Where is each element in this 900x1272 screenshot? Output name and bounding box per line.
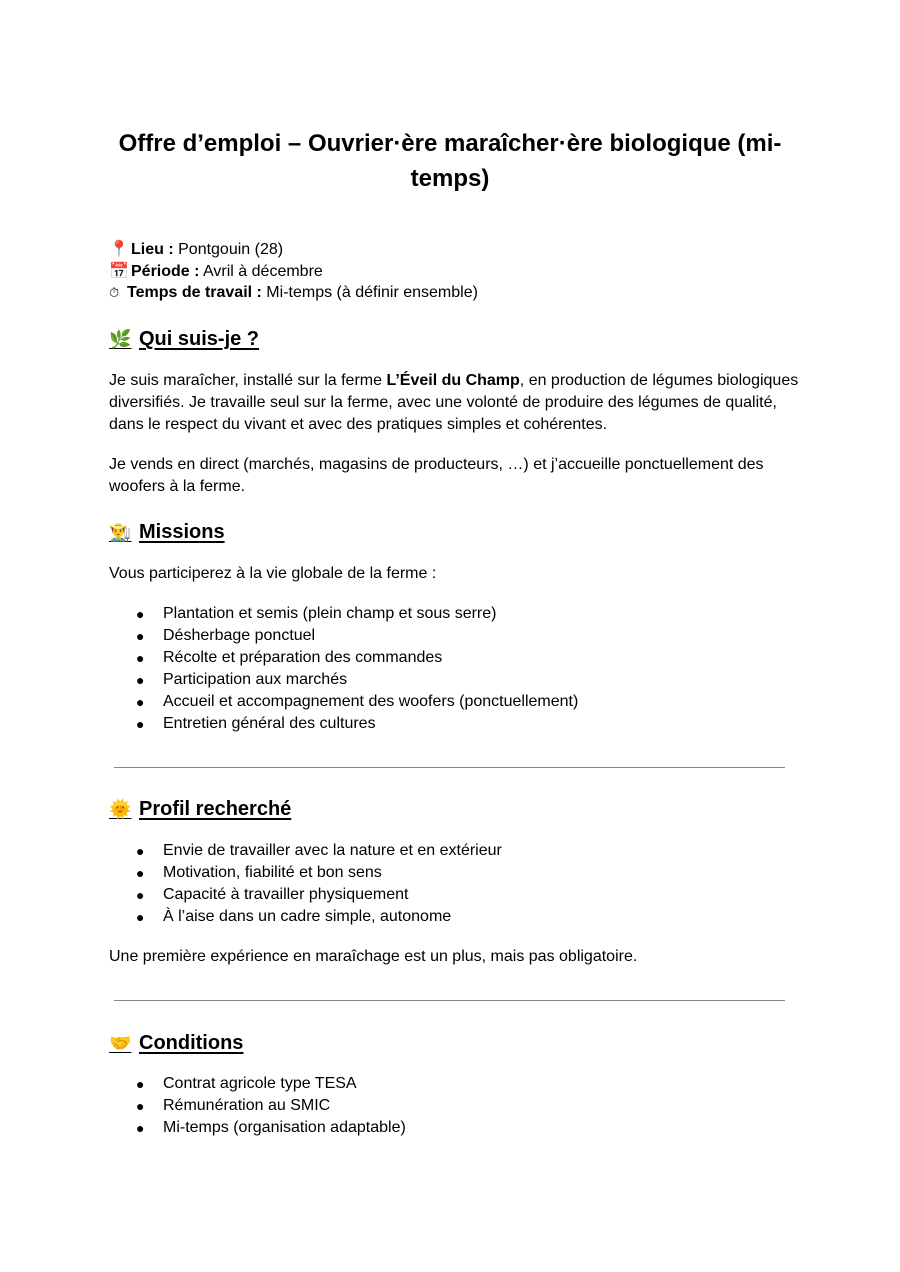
missions-list xyxy=(109,603,578,735)
list-item-text: Mi-temps (organisation adaptable) xyxy=(163,1119,406,1136)
list-item-text: Contrat agricole type TESA xyxy=(163,1075,357,1092)
divider xyxy=(114,1000,785,1001)
bullet: ● xyxy=(136,843,145,859)
stopwatch-icon: ⏱ xyxy=(109,286,120,301)
bullet: ● xyxy=(136,887,145,903)
list-item xyxy=(109,647,578,669)
heading-qui-text: Qui suis-je ? xyxy=(139,328,260,350)
list-item xyxy=(109,713,578,735)
heading-conditions-text: Conditions xyxy=(139,1032,244,1054)
meta-temps-label: Temps de travail : xyxy=(127,284,262,301)
list-item xyxy=(109,691,578,713)
list-item xyxy=(109,1117,406,1139)
bullet: ● xyxy=(136,650,145,666)
profil-note: Une première expérience en maraîchage est un plus, mais pas obligatoire. xyxy=(109,948,638,965)
missions-intro: Vous participerez à la vie globale de la ferme : xyxy=(109,565,437,582)
list-item-text: Récolte et préparation des commandes xyxy=(163,649,443,666)
farmer-icon: 👨‍🌾 xyxy=(109,522,132,543)
leaf-icon: 🌿 xyxy=(109,329,132,350)
heading-missions xyxy=(109,519,225,546)
pin-icon: 📍 xyxy=(109,239,129,258)
meta-lieu-label: Lieu : xyxy=(131,241,174,258)
list-item xyxy=(109,862,502,884)
bullet: ● xyxy=(136,672,145,688)
list-item xyxy=(109,884,502,906)
paragraph-vente: Je vends en direct (marchés, magasins de producteurs, …) et j’accueille ponctuellement des woofers à la ferme. xyxy=(109,456,764,495)
farm-name: L’Éveil du Champ xyxy=(386,372,520,389)
list-item-text: Participation aux marchés xyxy=(163,671,348,688)
meta-lieu-value: Pontgouin (28) xyxy=(173,241,284,258)
heading-profil xyxy=(109,796,291,823)
sun-icon: 🌞 xyxy=(109,799,132,820)
list-item-text: À l’aise dans un cadre simple, autonome xyxy=(163,908,452,925)
handshake-icon: 🤝 xyxy=(109,1033,132,1054)
list-item xyxy=(109,669,578,691)
heading-qui-suis-je xyxy=(109,326,259,353)
bullet: ● xyxy=(136,1120,145,1136)
list-item xyxy=(109,906,502,928)
meta-periode xyxy=(109,260,478,282)
bullet: ● xyxy=(136,628,145,644)
list-item-text: Envie de travailler avec la nature et en extérieur xyxy=(163,842,502,859)
heading-profil-text: Profil recherché xyxy=(139,798,292,820)
list-item-text: Motivation, fiabilité et bon sens xyxy=(163,864,382,881)
list-item-text: Désherbage ponctuel xyxy=(163,627,316,644)
heading-conditions xyxy=(109,1030,243,1057)
list-item-text: Accueil et accompagnement des woofers (ponctuellement) xyxy=(163,693,579,710)
list-item xyxy=(109,625,578,647)
intro-text-a: Je suis maraîcher, installé sur la ferme xyxy=(109,372,387,389)
list-item-text: Capacité à travailler physiquement xyxy=(163,886,409,903)
paragraph-intro xyxy=(109,370,799,436)
meta-temps-value: Mi-temps (à définir ensemble) xyxy=(261,284,478,301)
bullet: ● xyxy=(136,716,145,732)
list-item-text: Rémunération au SMIC xyxy=(163,1097,331,1114)
profil-list xyxy=(109,840,502,928)
list-item xyxy=(109,1073,406,1095)
list-item-text: Entretien général des cultures xyxy=(163,715,376,732)
heading-missions-text: Missions xyxy=(139,521,225,543)
meta-temps xyxy=(109,282,478,304)
list-item-text: Plantation et semis (plein champ et sous serre) xyxy=(163,605,497,622)
conditions-list xyxy=(109,1073,406,1139)
meta-periode-value: Avril à décembre xyxy=(199,263,323,280)
bullet: ● xyxy=(136,606,145,622)
meta-lieu xyxy=(109,238,478,260)
bullet: ● xyxy=(136,865,145,881)
list-item xyxy=(109,603,578,625)
bullet: ● xyxy=(136,1098,145,1114)
bullet: ● xyxy=(136,909,145,925)
meta-periode-label: Période : xyxy=(131,263,200,280)
job-meta xyxy=(109,238,478,304)
list-item xyxy=(109,840,502,862)
bullet: ● xyxy=(136,694,145,710)
bullet: ● xyxy=(136,1076,145,1092)
page-title: Offre d’emploi – Ouvrier·ère maraîcher·ère biologique (mi-temps) xyxy=(118,130,782,192)
intro-text-b: , en production de légumes biologiques diversifiés. Je travaille seul sur la ferme, avec une volonté de produire des légumes de qualité, dans le respect du vivant et avec des pratiques simples et cohérentes. xyxy=(109,372,799,433)
list-item xyxy=(109,1095,406,1117)
calendar-icon: 📅 xyxy=(109,261,129,280)
divider xyxy=(114,767,785,768)
